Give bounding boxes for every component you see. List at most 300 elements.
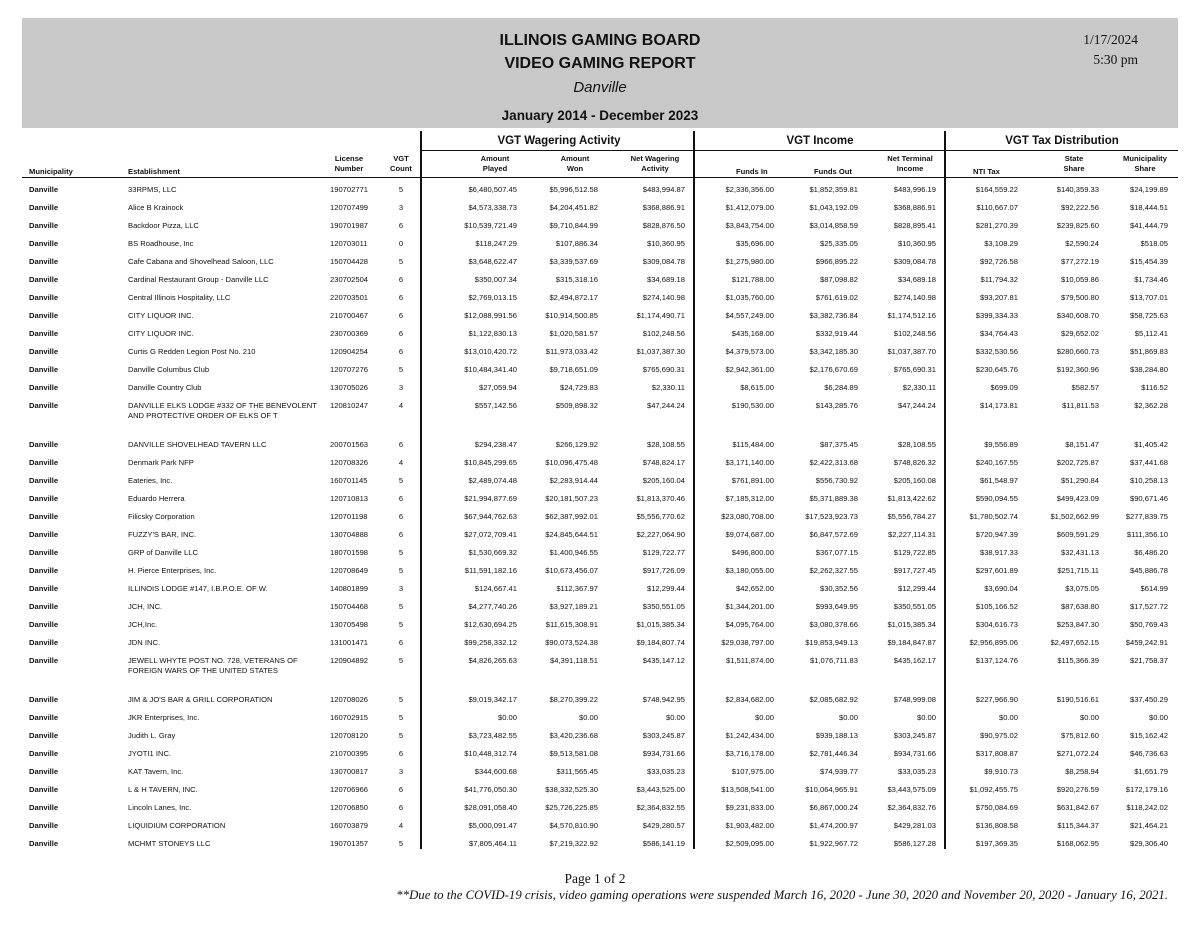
- cell-state-share: $920,276.59: [1056, 785, 1099, 794]
- page-number: Page 1 of 2: [564, 871, 626, 886]
- cell-amount-played: $9,019,342.17: [468, 695, 517, 704]
- cell-funds-in: $1,035,760.00: [725, 293, 774, 302]
- cell-municipality: Danville: [29, 620, 59, 629]
- cell-license-number: 220703501: [330, 293, 369, 302]
- cell-municipality: Danville: [29, 803, 59, 812]
- cell-nti-tax: $1,092,455.75: [969, 785, 1018, 794]
- cell-establishment: JCH,Inc.: [128, 620, 158, 629]
- cell-net-wagering: $429,280.57: [642, 821, 685, 830]
- cell-nti-tax: $317,808.87: [975, 749, 1018, 758]
- cell-nti-tax: $14,173.81: [979, 401, 1018, 410]
- cell-funds-out: $761,619.02: [815, 293, 858, 302]
- cell-municipality-share: $41,444.79: [1129, 221, 1168, 230]
- cell-establishment: DANVILLE SHOVELHEAD TAVERN LLC: [128, 440, 267, 449]
- cell-license-number: 230700369: [330, 329, 369, 338]
- cell-amount-won: $509,898.32: [555, 401, 598, 410]
- cell-municipality-share: $24,199.89: [1129, 185, 1168, 194]
- cell-vgt-count: 6: [398, 494, 404, 503]
- cell-state-share: $77,272.19: [1060, 257, 1099, 266]
- table-row: [0, 378, 1200, 396]
- cell-municipality-share: $277,839.75: [1125, 512, 1168, 521]
- cell-net-terminal-income: $765,690.31: [893, 365, 936, 374]
- cell-net-terminal-income: $1,813,422.62: [887, 494, 936, 503]
- cell-amount-won: $9,513,581.08: [549, 749, 598, 758]
- cell-amount-won: $2,283,914.44: [549, 476, 598, 485]
- cell-vgt-count: 5: [398, 620, 404, 629]
- cell-amount-played: $27,072,709.41: [464, 530, 517, 539]
- col-state-share: State Share: [1063, 154, 1085, 173]
- cell-funds-in: $2,336,356.00: [725, 185, 774, 194]
- cell-funds-out: $10,064,965.91: [805, 785, 858, 794]
- cell-municipality-share: $1,405.42: [1134, 440, 1168, 449]
- cell-license-number: 190701987: [330, 221, 369, 230]
- cell-nti-tax: $9,910.73: [984, 767, 1018, 776]
- cell-state-share: $340,608.70: [1056, 311, 1099, 320]
- report-title: ILLINOIS GAMING BOARD: [499, 32, 701, 49]
- cell-net-wagering: $1,813,370.46: [636, 494, 685, 503]
- cell-amount-won: $9,710,844.99: [549, 221, 598, 230]
- cell-amount-played: $13,010,420.72: [464, 347, 517, 356]
- cell-funds-in: $1,344,201.00: [725, 602, 774, 611]
- cell-state-share: $51,290.84: [1060, 476, 1099, 485]
- cell-funds-out: $17,523,923.73: [805, 512, 858, 521]
- cell-license-number: 200701563: [330, 440, 369, 449]
- table-row: [0, 306, 1200, 324]
- cell-nti-tax: $230,645.76: [975, 365, 1018, 374]
- cell-state-share: $239,825.60: [1056, 221, 1099, 230]
- table-row: [0, 543, 1200, 561]
- cell-nti-tax: $164,559.22: [975, 185, 1018, 194]
- cell-municipality-share: $45,886.78: [1129, 566, 1168, 575]
- cell-nti-tax: $137,124.76: [975, 656, 1018, 665]
- cell-net-wagering: $765,690.31: [642, 365, 685, 374]
- cell-vgt-count: 6: [398, 293, 404, 302]
- cell-amount-won: $10,096,475.48: [545, 458, 598, 467]
- cell-municipality-share: $15,162.42: [1129, 731, 1168, 740]
- cell-net-terminal-income: $350,551.05: [893, 602, 936, 611]
- cell-net-wagering: $368,886.91: [642, 203, 685, 212]
- cell-license-number: 160702915: [330, 713, 369, 722]
- cell-municipality-share: $17,527.72: [1129, 602, 1168, 611]
- cell-net-terminal-income: $34,689.18: [897, 275, 936, 284]
- cell-license-number: 120708326: [330, 458, 369, 467]
- cell-establishment: Curtis G Redden Legion Post No. 210: [128, 347, 256, 356]
- cell-vgt-count: 6: [398, 638, 404, 647]
- table-row: [0, 651, 1200, 690]
- cell-amount-played: $3,723,482.55: [468, 731, 517, 740]
- cell-license-number: 130705498: [330, 620, 369, 629]
- table-row: [0, 834, 1200, 852]
- cell-net-terminal-income: $2,330.11: [902, 383, 936, 392]
- cell-municipality: Danville: [29, 530, 59, 539]
- cell-establishment: Eateries, Inc.: [128, 476, 173, 485]
- cell-net-wagering: $12,299.44: [646, 584, 685, 593]
- cell-net-wagering: $1,174,490.71: [636, 311, 685, 320]
- cell-net-terminal-income: $368,886.91: [893, 203, 936, 212]
- cell-municipality: Danville: [29, 293, 59, 302]
- cell-net-terminal-income: $748,826.32: [893, 458, 936, 467]
- cell-amount-played: $2,769,013.15: [468, 293, 517, 302]
- cell-funds-in: $29,038,797.00: [721, 638, 774, 647]
- cell-amount-played: $28,091,058.40: [464, 803, 517, 812]
- cell-vgt-count: 6: [398, 221, 404, 230]
- cell-net-terminal-income: $1,037,387.70: [887, 347, 936, 356]
- cell-funds-in: $2,942,361.00: [725, 365, 774, 374]
- cell-establishment: JKR Enterprises, Inc.: [128, 713, 200, 722]
- cell-nti-tax: $720,947.39: [975, 530, 1018, 539]
- cell-municipality: Danville: [29, 440, 59, 449]
- cell-municipality-share: $15,454.39: [1129, 257, 1168, 266]
- table-row: [0, 435, 1200, 453]
- cell-municipality: Danville: [29, 512, 59, 521]
- table-row: [0, 726, 1200, 744]
- cell-nti-tax: $3,108.29: [984, 239, 1018, 248]
- cell-state-share: $29,652.02: [1060, 329, 1099, 338]
- cell-establishment: 33RPMS, LLC: [128, 185, 177, 194]
- cell-net-wagering: $2,364,832.55: [636, 803, 685, 812]
- cell-vgt-count: 3: [398, 203, 404, 212]
- cell-net-terminal-income: $1,174,512.16: [887, 311, 936, 320]
- cell-funds-in: $1,242,434.00: [725, 731, 774, 740]
- cell-funds-in: $4,557,249.00: [725, 311, 774, 320]
- cell-municipality-share: $58,725.63: [1129, 311, 1168, 320]
- cell-vgt-count: 5: [398, 602, 404, 611]
- cell-net-terminal-income: $9,184,847.87: [887, 638, 936, 647]
- cell-amount-won: $3,339,537.69: [549, 257, 598, 266]
- cell-amount-won: $24,845,644.51: [545, 530, 598, 539]
- cell-nti-tax: $136,808.58: [975, 821, 1018, 830]
- cell-vgt-count: 3: [398, 383, 404, 392]
- cell-nti-tax: $750,084.69: [975, 803, 1018, 812]
- cell-net-wagering: $586,141.19: [642, 839, 685, 848]
- cell-funds-out: $3,014,858.59: [809, 221, 858, 230]
- cell-net-terminal-income: $28,108.55: [897, 440, 936, 449]
- cell-municipality-share: $518.05: [1140, 239, 1168, 248]
- col-amount-played: Amount Played: [480, 154, 510, 173]
- cell-funds-out: $19,853,949.13: [805, 638, 858, 647]
- table-row: [0, 471, 1200, 489]
- table-row: [0, 561, 1200, 579]
- cell-net-wagering: $274,140.98: [642, 293, 685, 302]
- cell-municipality: Danville: [29, 767, 59, 776]
- report-time: 5:30 pm: [1093, 52, 1138, 67]
- cell-state-share: $609,591.29: [1056, 530, 1099, 539]
- cell-state-share: $168,062.95: [1056, 839, 1099, 848]
- cell-funds-in: $9,231,833.00: [725, 803, 774, 812]
- cell-municipality-share: $118,242.02: [1126, 803, 1168, 812]
- cell-nti-tax: $590,094.55: [975, 494, 1018, 503]
- cell-vgt-count: 3: [398, 584, 404, 593]
- cell-nti-tax: $227,966.90: [975, 695, 1018, 704]
- cell-amount-played: $12,630,694.25: [464, 620, 517, 629]
- cell-amount-played: $21,994,877.69: [464, 494, 517, 503]
- cell-license-number: 131001471: [330, 638, 369, 647]
- cell-funds-out: $966,895.22: [815, 257, 858, 266]
- cell-vgt-count: 5: [398, 656, 404, 665]
- cell-amount-played: $1,122,830.13: [468, 329, 517, 338]
- cell-net-wagering: $1,037,387.30: [636, 347, 685, 356]
- cell-municipality-share: $21,464.21: [1129, 821, 1168, 830]
- cell-establishment: Judith L. Gray: [128, 731, 176, 740]
- cell-vgt-count: 6: [398, 347, 404, 356]
- cell-amount-won: $3,420,236.68: [549, 731, 598, 740]
- cell-establishment: Alice B Krainock: [128, 203, 184, 212]
- cell-net-terminal-income: $934,731.66: [893, 749, 936, 758]
- cell-net-terminal-income: $435,162.17: [893, 656, 936, 665]
- cell-license-number: 120904254: [330, 347, 369, 356]
- cell-establishment: CITY LIQUOR INC.: [128, 311, 194, 320]
- cell-funds-out: $556,730.92: [815, 476, 858, 485]
- col-funds-out: Funds Out: [814, 167, 852, 176]
- cell-amount-played: $99,258,332.12: [464, 638, 517, 647]
- cell-funds-in: $761,891.00: [731, 476, 774, 485]
- cell-net-wagering: $748,824.17: [642, 458, 685, 467]
- cell-funds-out: $3,342,185.30: [809, 347, 858, 356]
- cell-amount-won: $1,020,581.57: [549, 329, 598, 338]
- cell-municipality: Danville: [29, 329, 59, 338]
- cell-net-wagering: $33,035.23: [646, 767, 685, 776]
- cell-funds-in: $107,975.00: [731, 767, 774, 776]
- cell-funds-out: $3,080,378.66: [809, 620, 858, 629]
- cell-net-terminal-income: $748,999.08: [893, 695, 936, 704]
- cell-amount-played: $4,277,740.26: [468, 602, 517, 611]
- cell-establishment: JDN INC.: [128, 638, 161, 647]
- cell-establishment: JCH, INC.: [128, 602, 163, 611]
- cell-vgt-count: 3: [398, 767, 404, 776]
- cell-establishment: Lincoln Lanes, Inc.: [128, 803, 192, 812]
- cell-establishment: MCHMT STONEYS LLC: [128, 839, 211, 848]
- cell-state-share: $280,660.73: [1056, 347, 1099, 356]
- cell-amount-played: $294,238.47: [474, 440, 517, 449]
- cell-amount-played: $6,480,507.45: [468, 185, 517, 194]
- cell-municipality: Danville: [29, 566, 59, 575]
- cell-nti-tax: $332,530.56: [975, 347, 1018, 356]
- cell-establishment: LIQUIDIUM CORPORATION: [128, 821, 226, 830]
- cell-vgt-count: 6: [398, 311, 404, 320]
- cell-net-terminal-income: $274,140.98: [893, 293, 936, 302]
- cell-funds-out: $1,474,200.97: [809, 821, 858, 830]
- cell-state-share: $253,847.30: [1056, 620, 1099, 629]
- cell-license-number: 140801899: [330, 584, 369, 593]
- cell-funds-in: $13,508,541.00: [721, 785, 774, 794]
- cell-license-number: 120810247: [330, 401, 369, 410]
- cell-municipality: Danville: [29, 185, 59, 194]
- cell-nti-tax: $93,207.81: [979, 293, 1018, 302]
- cell-state-share: $3,075.05: [1065, 584, 1099, 593]
- cell-vgt-count: 5: [398, 365, 404, 374]
- cell-funds-in: $115,484.00: [732, 440, 774, 449]
- cell-vgt-count: 6: [398, 440, 404, 449]
- cell-nti-tax: $399,334.33: [975, 311, 1018, 320]
- cell-net-terminal-income: $1,015,385.34: [887, 620, 936, 629]
- col-municipality-share: Municipality Share: [1123, 154, 1167, 173]
- cell-license-number: 190701357: [330, 839, 369, 848]
- cell-amount-played: $7,805,464.11: [469, 839, 517, 848]
- cell-net-terminal-income: $303,245.87: [893, 731, 936, 740]
- cell-net-wagering: $1,015,385.34: [636, 620, 685, 629]
- cell-municipality-share: $37,450.29: [1129, 695, 1168, 704]
- cell-license-number: 120710813: [330, 494, 369, 503]
- cell-nti-tax: $110,667.07: [976, 203, 1018, 212]
- cell-nti-tax: $9,556.89: [984, 440, 1018, 449]
- cell-municipality: Danville: [29, 602, 59, 611]
- table-row: [0, 780, 1200, 798]
- cell-state-share: $8,151.47: [1065, 440, 1099, 449]
- establishment-table: [0, 180, 1200, 852]
- cell-state-share: $115,344.37: [1057, 821, 1099, 830]
- group-income: VGT Income: [786, 135, 854, 147]
- table-row: [0, 708, 1200, 726]
- cell-amount-won: $4,204,451.82: [549, 203, 598, 212]
- cell-net-wagering: $102,248.56: [642, 329, 685, 338]
- cell-municipality: Danville: [29, 638, 59, 647]
- cell-vgt-count: 5: [398, 476, 404, 485]
- cell-license-number: 150704468: [330, 602, 369, 611]
- cell-license-number: 130700817: [330, 767, 369, 776]
- cell-establishment: Eduardo Herrera: [128, 494, 185, 503]
- cell-net-terminal-income: $0.00: [916, 713, 936, 722]
- table-row: [0, 762, 1200, 780]
- header-rule: [22, 177, 1178, 178]
- cell-net-wagering: $129,722.77: [642, 548, 685, 557]
- cell-municipality: Danville: [29, 365, 59, 374]
- cell-vgt-count: 6: [398, 749, 404, 758]
- cell-net-terminal-income: $586,127.28: [893, 839, 936, 848]
- cell-net-terminal-income: $828,895.41: [893, 221, 936, 230]
- cell-net-wagering: $934,731.66: [642, 749, 685, 758]
- cell-municipality: Danville: [29, 785, 59, 794]
- cell-net-wagering: $303,245.87: [642, 731, 685, 740]
- cell-municipality: Danville: [29, 383, 59, 392]
- cell-state-share: $8,258.94: [1065, 767, 1099, 776]
- cell-nti-tax: $240,167.55: [975, 458, 1018, 467]
- cell-amount-won: $2,494,872.17: [549, 293, 598, 302]
- group-underline: [422, 150, 1178, 151]
- cell-net-wagering: $917,726.09: [642, 566, 685, 575]
- cell-license-number: 180701598: [330, 548, 369, 557]
- table-row: [0, 798, 1200, 816]
- cell-net-terminal-income: $2,227,114.31: [888, 530, 936, 539]
- cell-vgt-count: 5: [398, 713, 404, 722]
- table-row: [0, 816, 1200, 834]
- cell-amount-played: $12,088,991.56: [464, 311, 517, 320]
- table-row: [0, 252, 1200, 270]
- cell-municipality: Danville: [29, 257, 59, 266]
- cell-funds-out: $367,077.15: [815, 548, 858, 557]
- cell-nti-tax: $3,690.04: [984, 584, 1018, 593]
- cell-funds-in: $4,379,573.00: [725, 347, 774, 356]
- cell-amount-played: $1,530,669.32: [468, 548, 517, 557]
- cell-state-share: $75,812.60: [1060, 731, 1099, 740]
- table-row: [0, 615, 1200, 633]
- cell-funds-in: $2,509,095.00: [725, 839, 774, 848]
- cell-establishment: Cafe Cabana and Shovelhead Saloon, LLC: [128, 257, 274, 266]
- cell-net-terminal-income: $5,556,784.27: [887, 512, 936, 521]
- cell-municipality-share: $0.00: [1148, 713, 1168, 722]
- cell-vgt-count: 6: [398, 785, 404, 794]
- cell-vgt-count: 5: [398, 695, 404, 704]
- cell-net-wagering: $47,244.24: [646, 401, 685, 410]
- report-period: January 2014 - December 2023: [501, 108, 699, 123]
- cell-municipality: Danville: [29, 476, 59, 485]
- cell-license-number: 160701145: [330, 476, 368, 485]
- cell-nti-tax: $90,975.02: [979, 731, 1018, 740]
- cell-nti-tax: $38,917.33: [979, 548, 1018, 557]
- group-tax: VGT Tax Distribution: [1005, 135, 1119, 147]
- cell-municipality: Danville: [29, 458, 59, 467]
- cell-amount-played: $4,826,265.63: [468, 656, 517, 665]
- cell-amount-played: $2,489,074.48: [468, 476, 517, 485]
- cell-municipality: Danville: [29, 401, 59, 410]
- cell-funds-out: $87,098.82: [819, 275, 858, 284]
- covid-footnote: **Due to the COVID-19 crisis, video gaming operations were suspended March 16, 2020 - June 30, 2020 and November 20, 2020 - January 16, 2021.: [396, 888, 1168, 902]
- cell-state-share: $192,360.96: [1056, 365, 1099, 374]
- cell-funds-out: $1,922,967.72: [809, 839, 858, 848]
- cell-municipality: Danville: [29, 821, 59, 830]
- cell-amount-played: $41,776,050.30: [464, 785, 517, 794]
- cell-amount-won: $311,565.45: [556, 767, 598, 776]
- table-row: [0, 597, 1200, 615]
- cell-funds-out: $25,335.05: [819, 239, 858, 248]
- report-header: [22, 18, 1178, 128]
- cell-funds-in: $3,716,178.00: [725, 749, 774, 758]
- cell-amount-won: $315,318.16: [555, 275, 598, 284]
- cell-amount-won: $3,927,189.21: [549, 602, 598, 611]
- report-datetime: [1083, 30, 1138, 70]
- cell-funds-out: $332,919.44: [815, 329, 858, 338]
- cell-state-share: $1,502,662.99: [1050, 512, 1099, 521]
- cell-establishment: Danville Columbus Club: [128, 365, 210, 374]
- cell-net-terminal-income: $429,281.03: [893, 821, 936, 830]
- table-row: [0, 489, 1200, 507]
- cell-net-terminal-income: $205,160.08: [893, 476, 936, 485]
- cell-state-share: $582.57: [1071, 383, 1099, 392]
- cell-funds-in: $3,180,055.00: [725, 566, 774, 575]
- cell-nti-tax: $0.00: [998, 713, 1018, 722]
- cell-nti-tax: $92,726.58: [979, 257, 1018, 266]
- cell-amount-won: $112,367.97: [556, 584, 598, 593]
- cell-state-share: $2,590.24: [1065, 239, 1099, 248]
- cell-vgt-count: 6: [398, 329, 404, 338]
- col-net-terminal-income: Net Terminal Income: [887, 154, 933, 173]
- report-subtitle: VIDEO GAMING REPORT: [504, 55, 696, 72]
- cell-establishment: JYOTI1 INC.: [128, 749, 172, 758]
- cell-municipality-share: $614.99: [1140, 584, 1168, 593]
- cell-state-share: $271,072.24: [1056, 749, 1099, 758]
- cell-amount-won: $90,073,524.38: [545, 638, 598, 647]
- cell-nti-tax: $1,780,502.74: [969, 512, 1018, 521]
- cell-net-wagering: $350,551.05: [642, 602, 685, 611]
- cell-net-terminal-income: $483,996.19: [893, 185, 936, 194]
- cell-net-terminal-income: $129,722.85: [893, 548, 936, 557]
- cell-state-share: $499,423.09: [1056, 494, 1099, 503]
- col-net-wagering: Net Wagering Activity: [630, 154, 680, 173]
- cell-funds-out: $939,188.13: [815, 731, 858, 740]
- cell-funds-in: $1,412,079.00: [725, 203, 774, 212]
- cell-license-number: 120707499: [330, 203, 369, 212]
- cell-state-share: $115,366.39: [1057, 656, 1099, 665]
- cell-amount-won: $62,387,992.01: [545, 512, 598, 521]
- cell-funds-out: $5,371,889.38: [809, 494, 858, 503]
- cell-nti-tax: $61,548.97: [979, 476, 1018, 485]
- cell-license-number: 120708026: [330, 695, 369, 704]
- cell-state-share: $190,516.61: [1056, 695, 1099, 704]
- table-row: [0, 507, 1200, 525]
- cell-funds-out: $2,781,446.34: [809, 749, 858, 758]
- cell-establishment: FUZZY'S BAR, INC.: [128, 530, 197, 539]
- cell-municipality-share: $90,671.46: [1129, 494, 1168, 503]
- cell-municipality-share: $37,441.68: [1129, 458, 1168, 467]
